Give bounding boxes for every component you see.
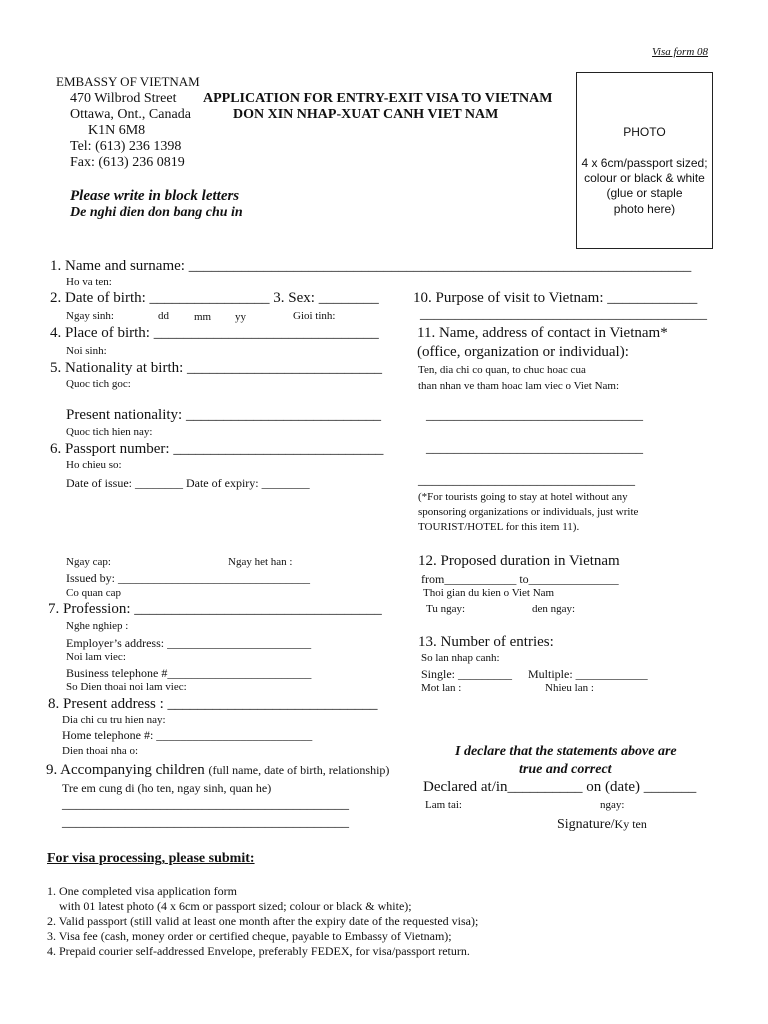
contact-note-1: (*For tourists going to stay at hotel without any [418,491,628,503]
children-blank-line-1[interactable]: _________________________________________ [62,797,349,812]
photo-colour-note: colour or black & white [584,171,705,185]
field-business-telephone[interactable]: Business telephone #________________________ [66,666,312,680]
form-title-vietnamese: DON XIN NHAP-XUAT CANH VIET NAM [233,107,499,122]
field-issue-date-vn: Ngay cap: [66,556,111,568]
dob-day-label: dd [158,310,169,322]
field-number-of-entries[interactable]: 13. Number of entries: [418,634,554,650]
field-present-address[interactable]: 8. Present address : ____________________________ [48,696,378,712]
field-expiry-date-vn: Ngay het han : [228,556,293,568]
field-number-of-entries-vn: So lan nhap canh: [421,652,500,664]
signature-label-vn: Ky ten [614,817,647,831]
field-issued-by[interactable]: Issued by: ________________________________ [66,571,310,585]
signature-label: Signature/ [557,817,615,832]
photo-label: PHOTO [623,125,666,139]
children-blank-line-2[interactable]: _________________________________________ [62,815,349,830]
field-issue-expiry-dates[interactable]: Date of issue: ________ Date of expiry: ________ [66,476,310,490]
declaration-line-2: true and correct [519,762,612,777]
field-duration-from-vn: Tu ngay: [426,603,466,615]
field-purpose-of-visit[interactable]: 10. Purpose of visit to Vietnam: ____________ [413,290,698,306]
contact-note-3: TOURIST/HOTEL for this item 11). [418,521,580,533]
field-home-telephone-vn: Dien thoai nha o: [62,745,139,757]
field-entries-multiple-vn: Nhieu lan : [545,682,594,694]
field-duration-to-vn: den ngay: [532,603,576,615]
processing-item-1: 1. One completed visa application form [47,884,237,898]
field-contact-in-vietnam-sub: (office, organization or individual): [417,344,629,360]
processing-item-3: 3. Visa fee (cash, money order or certified cheque, payable to Embassy of Vietnam); [47,929,452,943]
field-employer-address-vn: Noi lam viec: [66,651,126,663]
field-entries-single[interactable]: Single: _________ [421,667,513,681]
field-place-of-birth-vn: Noi sinh: [66,345,107,357]
field-name-surname-vn: Ho va ten: [66,276,112,288]
field-duration-vn: Thoi gian du kien o Viet Nam [423,587,555,599]
field-entries-single-vn: Mot lan : [421,682,462,694]
field-declared-at-date[interactable]: Declared at/in__________ on (date) _______ [423,779,697,795]
photo-here-note: photo here) [613,202,676,216]
field-nationality-at-birth-vn: Quoc tich goc: [66,378,131,390]
field-passport-number-vn: Ho chieu so: [66,459,122,471]
dob-month-label: mm [194,311,212,323]
field-accompanying-children[interactable] [46,762,389,779]
field-contact-in-vietnam[interactable]: 11. Name, address of contact in Vietnam* [417,325,668,341]
field-contact-vn-2: than nhan ve tham hoac lam viec o Viet Nam: [418,380,620,392]
field-business-telephone-vn: So Dien thoai noi lam viec: [66,681,187,693]
photo-size-note: 4 x 6cm/passport sized; [581,156,708,170]
field-declared-date-vn: ngay: [600,799,625,811]
contact-note-2: sponsoring organizations or individuals, just write [418,506,639,518]
field-nationality-at-birth[interactable]: 5. Nationality at birth: __________________________ [50,360,383,376]
photo-glue-note: (glue or staple [606,186,683,200]
field-place-of-birth[interactable]: 4. Place of birth: ______________________________ [50,325,379,341]
field-home-telephone[interactable]: Home telephone #: __________________________ [62,728,313,742]
field-present-nationality-vn: Quoc tich hien nay: [66,426,153,438]
signature-field[interactable] [557,815,647,833]
field-date-of-birth-sex[interactable]: 2. Date of birth: ________________ 3. Sex: ________ [50,290,379,306]
field-duration-from-to[interactable]: from____________ to_______________ [421,572,619,586]
field-proposed-duration[interactable]: 12. Proposed duration in Vietnam [418,553,620,569]
processing-item-1-detail: with 01 latest photo (4 x 6cm or passport sized; colour or black & white); [59,899,412,913]
instruction-vietnamese: De nghi dien don bang chu in [70,205,243,220]
photo-box[interactable] [576,72,713,249]
contact-blank-line-1[interactable]: _______________________________ [426,408,643,423]
form-title-english: APPLICATION FOR ENTRY-EXIT VISA TO VIETNAM [203,91,553,106]
field-name-surname[interactable]: 1. Name and surname: ___________________________________________________________________ [50,258,692,274]
field-sex-vn: Gioi tinh: [293,310,336,322]
processing-heading: For visa processing, please submit: [47,851,255,866]
field-contact-vn-1: Ten, dia chi co quan, to chuc hoac cua [418,364,586,376]
embassy-telephone: Tel: (613) 236 1398 [70,139,182,154]
embassy-city: Ottawa, Ont., Canada [70,107,191,122]
field-date-of-birth-vn: Ngay sinh: [66,310,114,322]
instruction-english: Please write in block letters [70,188,240,204]
purpose-blank-line[interactable]: _________________________________________ [420,307,707,322]
field-accompanying-children-note: (full name, date of birth, relationship) [208,763,390,777]
embassy-fax: Fax: (613) 236 0819 [70,155,185,170]
field-issued-by-vn: Co quan cap [66,587,121,599]
embassy-postal-code: K1N 6M8 [88,123,146,138]
embassy-street: 470 Wilbrod Street [70,91,177,106]
field-present-nationality[interactable]: Present nationality: __________________________ [66,407,381,423]
field-passport-number[interactable]: 6. Passport number: ____________________________ [50,441,384,457]
field-employer-address[interactable]: Employer’s address: ________________________ [66,636,312,650]
declaration-line-1: I declare that the statements above are [455,744,677,759]
contact-blank-line-2[interactable]: _______________________________ [426,441,643,456]
field-profession-vn: Nghe nghiep : [66,620,129,632]
field-present-address-vn: Dia chi cu tru hien nay: [62,714,166,726]
contact-blank-line-3[interactable]: _______________________________ [418,473,635,488]
field-declared-at-vn: Lam tai: [425,799,462,811]
field-entries-multiple[interactable]: Multiple: ____________ [528,667,648,681]
field-accompanying-children-label: 9. Accompanying children [46,762,205,778]
processing-item-4: 4. Prepaid courier self-addressed Envelope, preferably FEDEX, for visa/passport return. [47,944,470,958]
form-reference: Visa form 08 [652,46,709,58]
field-accompanying-children-vn: Tre em cung di (ho ten, ngay sinh, quan he) [62,781,272,795]
embassy-name: EMBASSY OF VIETNAM [56,74,200,89]
processing-item-2: 2. Valid passport (still valid at least one month after the expiry date of the requested visa); [47,914,479,928]
dob-year-label: yy [235,311,246,323]
field-profession[interactable]: 7. Profession: _________________________________ [48,601,382,617]
